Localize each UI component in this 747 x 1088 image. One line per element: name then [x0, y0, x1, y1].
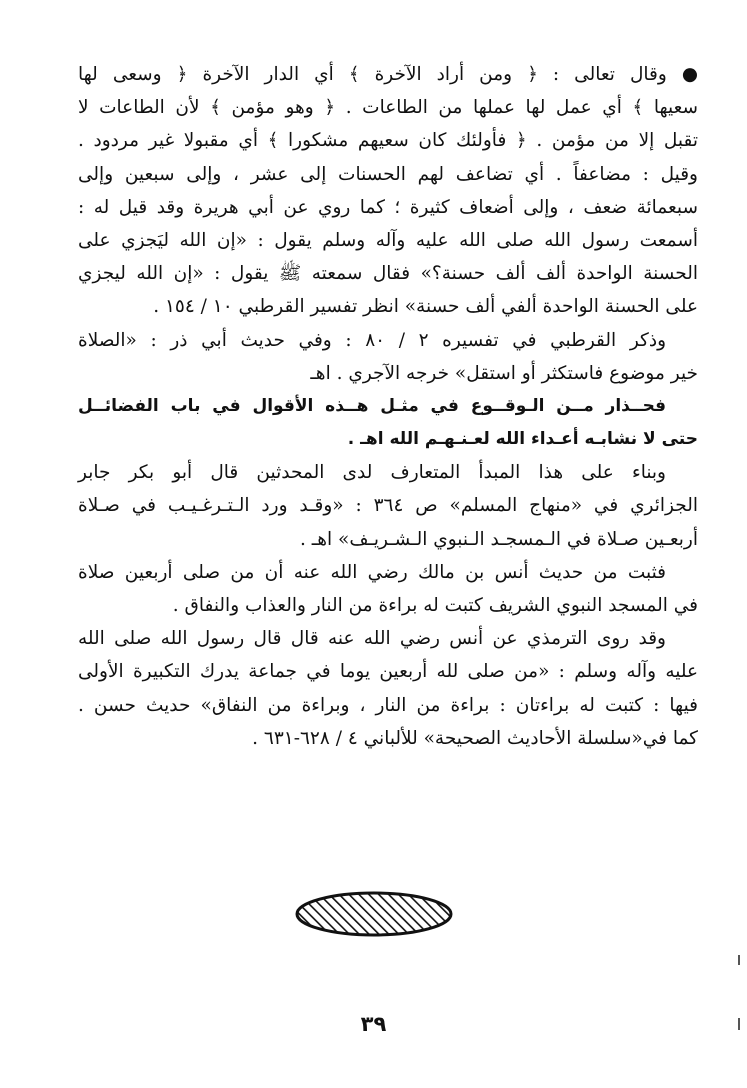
- text-line: فثبت من حديث أنس بن مالك رضي الله عنه أن من صلى أربعين صلاة: [78, 561, 666, 583]
- bold-warning-line: حتى لا نشابـه أعـداء الله لعـنـهـم الله اهـ .: [347, 429, 698, 450]
- scan-edge-mark: [738, 955, 740, 965]
- text-line: وقيل : مضاعفاً . أي تضاعف لهم الحسنات إلى عشر ، وإلى سبعين وإلى: [78, 163, 698, 185]
- page-number: ٣٩: [360, 1012, 387, 1036]
- text-line: وقد روى الترمذي عن أنس رضي الله عنه قال قال رسول الله صلى الله: [78, 628, 666, 650]
- text-line: أسمعت رسول الله صلى الله عليه وآله وسلم يقول : «إن الله ليَجزي على: [78, 229, 698, 251]
- text-line: سعيها ﴾ أي عمل لها عملها من الطاعات . ﴿ وهو مؤمن ﴾ لأن الطاعات لا: [78, 97, 698, 119]
- text-line: وذكر القرطبي في تفسيره ٢ / ٨٠ : وفي حديث أبي ذر : «الصلاة: [78, 329, 667, 351]
- text-line: الجزائري في «منهاج المسلم» ص ٣٦٤ : «وقـد ورد الـتـرغـيـب في صـلاة: [78, 495, 698, 517]
- text-line: عليه وآله وسلم : «من صلى لله أربعين يوما في جماعة يدرك التكبيرة الأولى: [78, 661, 698, 683]
- text-line: على الحسنة الواحدة ألفي ألف حسنة» انظر تفسير القرطبي ١٠ / ١٥٤ .: [153, 296, 698, 318]
- text-line: خير موضوع فاستكثر أو استقل» خرجه الآجري . اهـ: [310, 362, 698, 384]
- text-line: تقبل إلا من مؤمن . ﴿ فأولئك كان سعيهم مشكورا ﴾ أي مقبولا غير مردود .: [78, 130, 698, 152]
- text-line: وبناء على هذا المبدأ المتعارف لدى المحدثين قال أبو بكر جابر: [78, 462, 666, 484]
- text-line: فيها : كتبت له براءتان : براءة من النار ، وبراءة من النفاق» حديث حسن .: [78, 694, 698, 716]
- body-text: [78, 58, 698, 755]
- bold-warning-line: فحــذار مــن الـوقــوع في مثـل هــذه الأقوال في باب الفضائــل: [78, 395, 666, 416]
- text-line: أربعـين صـلاة في الـمسجـد الـنبوي الـشـريـف» اهـ .: [300, 528, 698, 550]
- text-line: كما في«سلسلة الأحاديث الصحيحة» للألباني ٤ / ٦٢٨-٦٣١ .: [252, 727, 698, 749]
- scan-edge-mark: [738, 1018, 740, 1030]
- text-line: ● وقال تعالى : ﴿ ومن أراد الآخرة ﴾ أي الدار الآخرة ﴿ وسعى لها: [78, 64, 698, 85]
- text-line: الحسنة الواحدة ألف ألف حسنة؟» فقال سمعته ﷺ يقول : «إن الله ليجزي: [78, 263, 698, 285]
- text-line: في المسجد النبوي الشريف كتبت له براءة من النار والعذاب والنفاق .: [172, 595, 698, 616]
- hatched-ellipse-ornament: [294, 890, 454, 938]
- text-line: سبعمائة ضعف ، وإلى أضعاف كثيرة ؛ كما روي عن أبي هريرة وقد قيل له :: [78, 196, 698, 218]
